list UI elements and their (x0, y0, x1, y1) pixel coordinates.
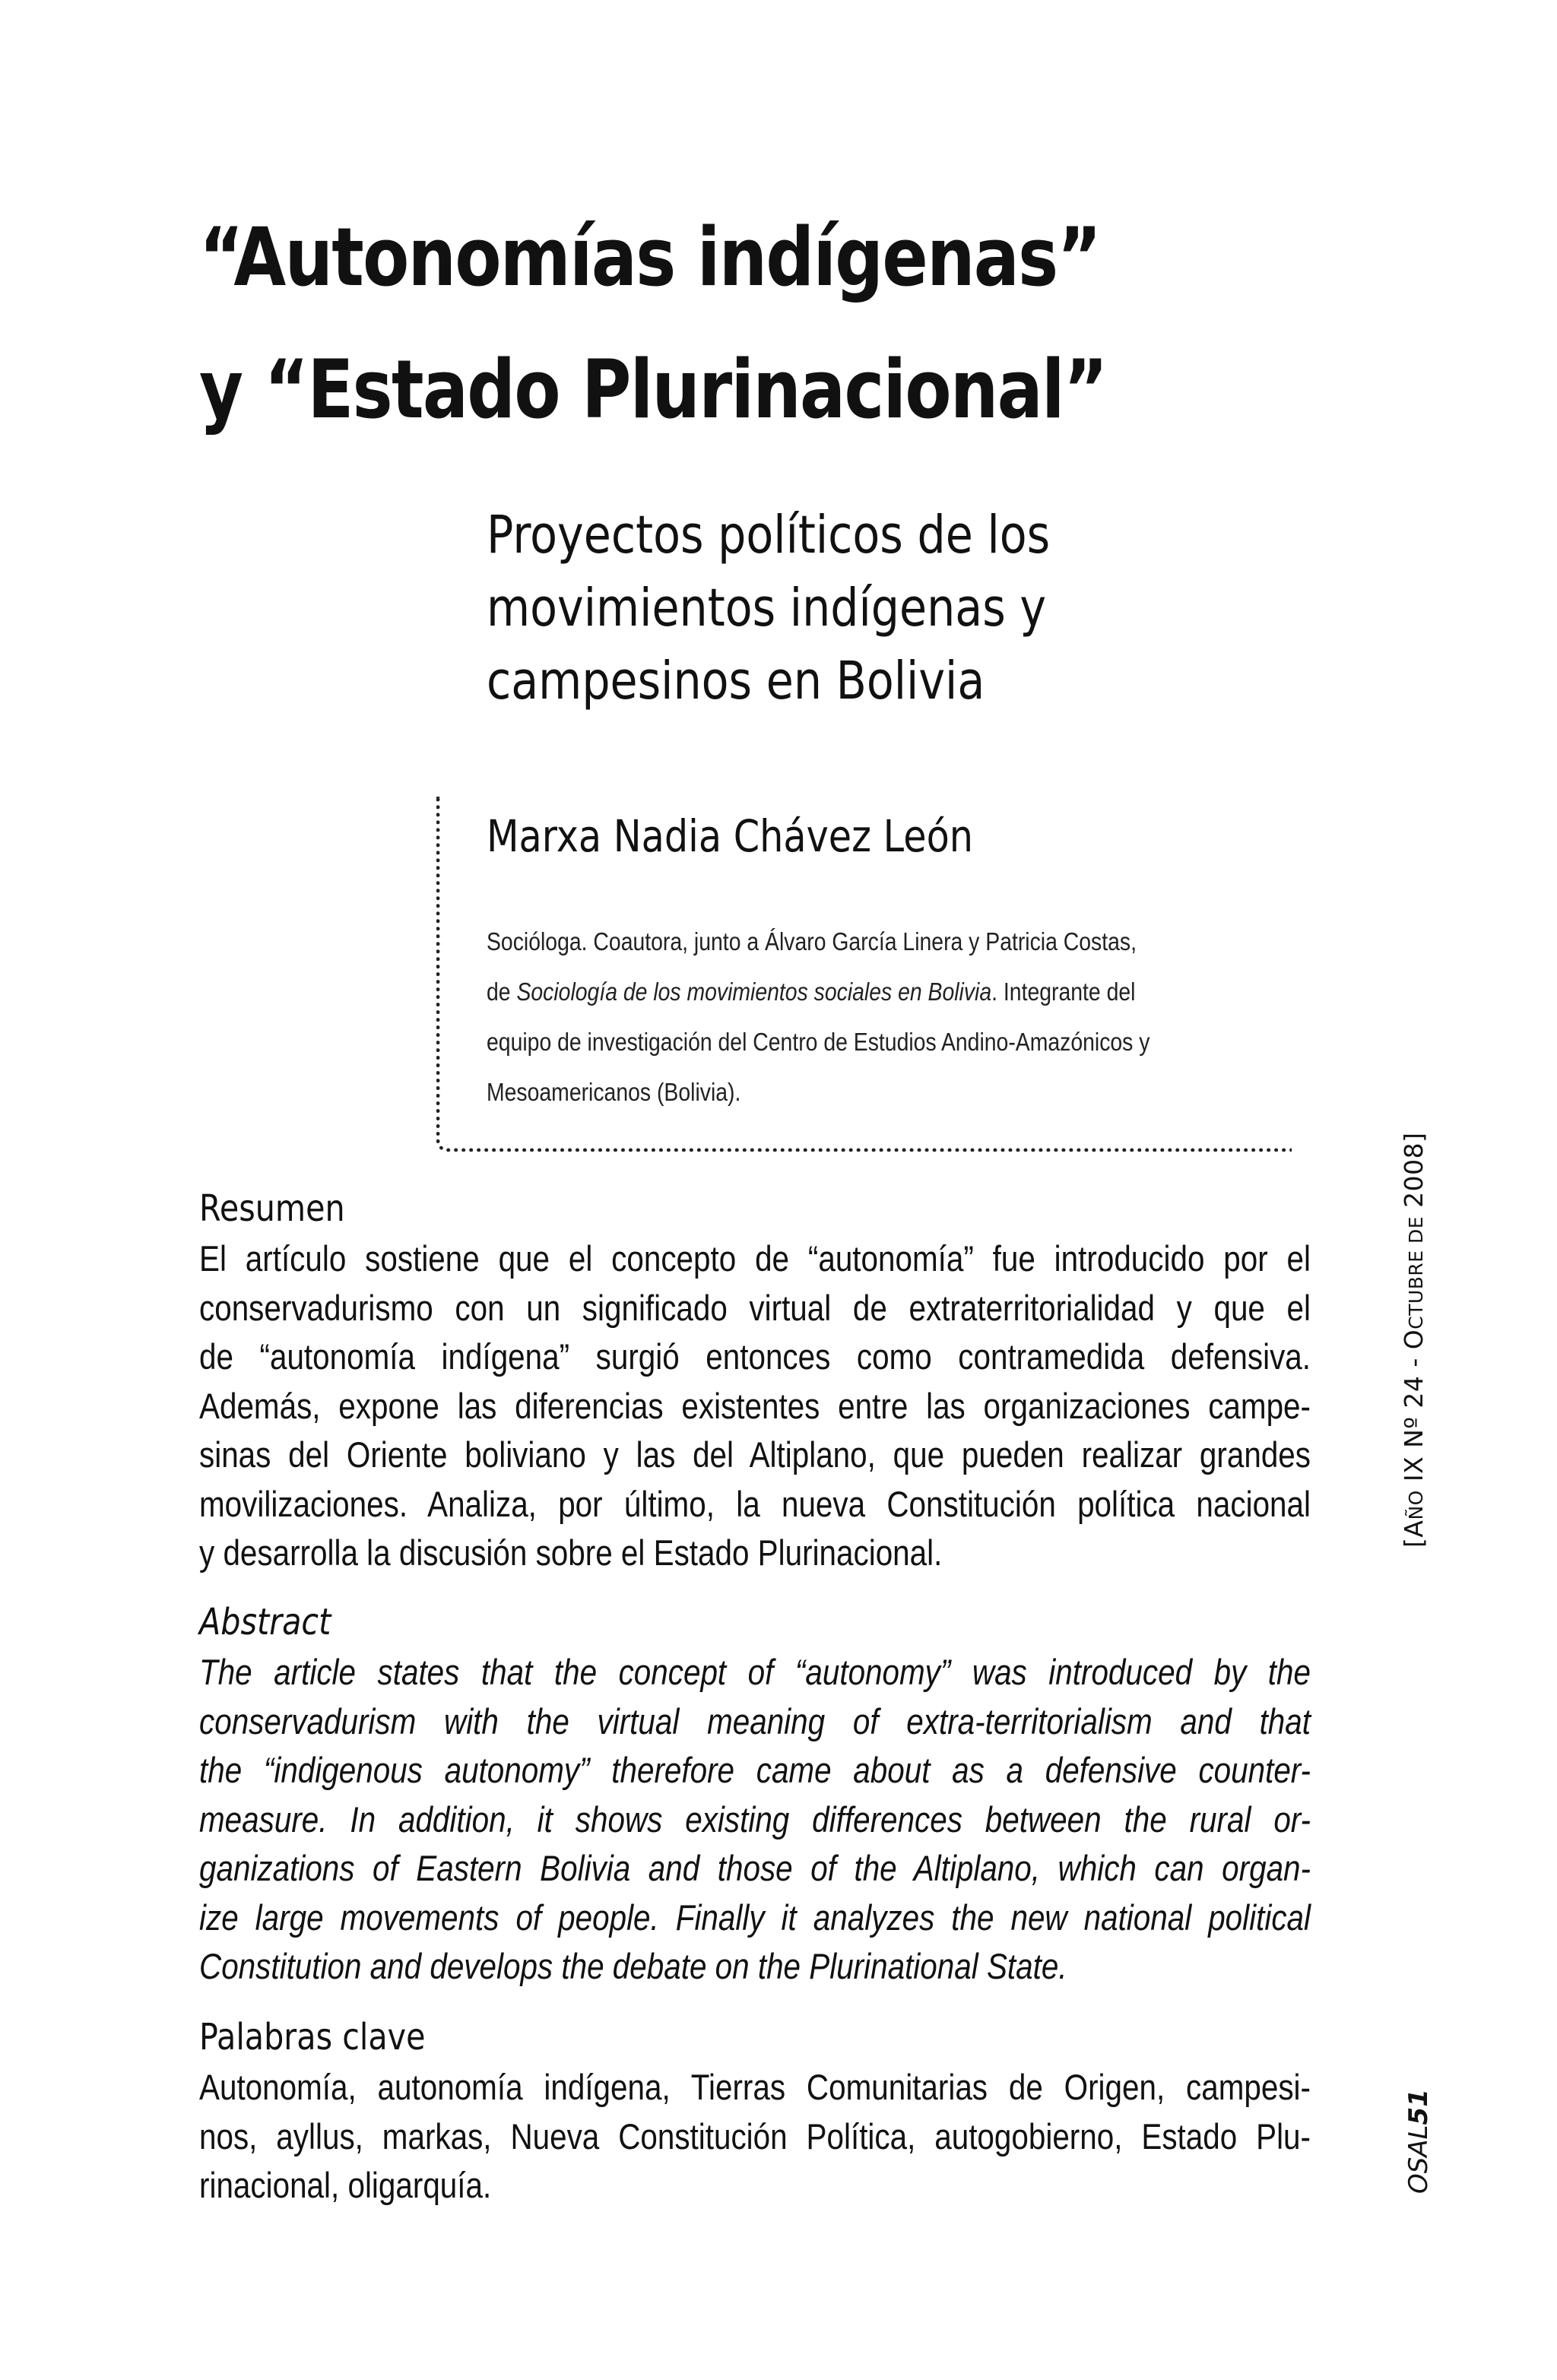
author-bio-line-4: Mesoamericanos (Bolivia). (487, 1078, 741, 1106)
article-subtitle (487, 499, 1068, 718)
author-bio-line-1: Socióloga. Coautora, junto a Álvaro García Linera y Patricia Costas, (487, 927, 1137, 955)
resumen-line: conservadurismo con un significado virtual de extraterritorialidad y que el (199, 1287, 1311, 1328)
side-note-open: [A (1399, 1520, 1429, 1548)
side-note-smallcaps-2: CTUBRE DE (1405, 1215, 1427, 1329)
resumen-heading: Resumen (199, 1187, 345, 1230)
keywords-line: rinacional, oligarquía. (199, 2165, 492, 2205)
page-number: 51 (1403, 2089, 1434, 2125)
subtitle-line-3: campesinos en Bolivia (487, 651, 985, 711)
article-title (199, 192, 1157, 456)
resumen-line: de “autonomía indígena” surgió entonces como contramedida defensiva. (199, 1336, 1311, 1377)
abstract-line: The article states that the concept of “autonomy” was introduced by the (199, 1652, 1311, 1692)
abstract-line: measure. In addition, it shows existing differences between the rural or- (199, 1798, 1311, 1840)
abstract-body (199, 1648, 1311, 1992)
abstract-heading: Abstract (199, 1601, 331, 1643)
resumen-body (199, 1234, 1311, 1578)
abstract-line: conservadurism with the virtual meaning of extra-territorialism and that (199, 1700, 1311, 1741)
journal-name: OSAL (1403, 2125, 1434, 2194)
subtitle-line-2: movimientos indígenas y (487, 578, 1047, 639)
side-note-smallcaps-1: ÑO (1405, 1490, 1427, 1520)
abstract-line: ganizations of Eastern Bolivia and those of the Altiplano, which can organ- (199, 1848, 1311, 1888)
author-bio-book-title: Sociología de los movimientos sociales en Bolivia (516, 978, 992, 1006)
resumen-line: Además, expone las diferencias existentes entre las organizaciones campe- (199, 1385, 1311, 1426)
resumen-line: sinas del Oriente boliviano y las del Altiplano, que pueden realizar grandes (199, 1434, 1311, 1475)
abstract-line: Constitution and develops the debate on the Plurinational State. (199, 1946, 1067, 1986)
page-folio (1403, 2089, 1434, 2194)
keywords-heading: Palabras clave (199, 2016, 426, 2058)
side-note-mid: IX Nº 24 - O (1399, 1329, 1429, 1491)
keywords-line: nos, ayllus, markas, Nueva Constitución Política, autogobierno, Estado Plu- (199, 2115, 1311, 2157)
subtitle-line-1: Proyectos políticos de los (487, 505, 1051, 566)
title-line-2: y “Estado Plurinacional” (199, 343, 1107, 436)
resumen-line: movilizaciones. Analiza, por último, la nueva Constitución política nacional (199, 1483, 1311, 1524)
abstract-line: the “indigenous autonomy” therefore came about as a defensive counter- (199, 1750, 1311, 1790)
author-name: Marxa Nadia Chávez León (487, 810, 973, 862)
side-note-close: 2008] (1399, 1132, 1429, 1216)
author-bio (487, 917, 1258, 1117)
author-bio-line-2-pre: de (487, 978, 517, 1006)
abstract-line: ize large movements of people. Finally it analyzes the new national political (199, 1897, 1311, 1938)
author-bio-line-3: equipo de investigación del Centro de Estudios Andino-Amazónicos y (487, 1028, 1150, 1056)
issue-side-note (1399, 1133, 1429, 1548)
keywords-line: Autonomía, autonomía indígena, Tierras Comunitarias de Origen, campesi- (199, 2067, 1311, 2107)
keywords-body (199, 2063, 1311, 2210)
resumen-line: y desarrolla la discusión sobre el Estado Plurinacional. (199, 1532, 943, 1573)
author-bio-line-2-post: . Integrante del (991, 978, 1136, 1006)
title-line-1: “Autonomías indígenas” (199, 211, 1101, 304)
resumen-line: El artículo sostiene que el concepto de “autonomía” fue introducido por el (199, 1238, 1311, 1279)
author-bio-line-2 (487, 967, 1258, 1017)
